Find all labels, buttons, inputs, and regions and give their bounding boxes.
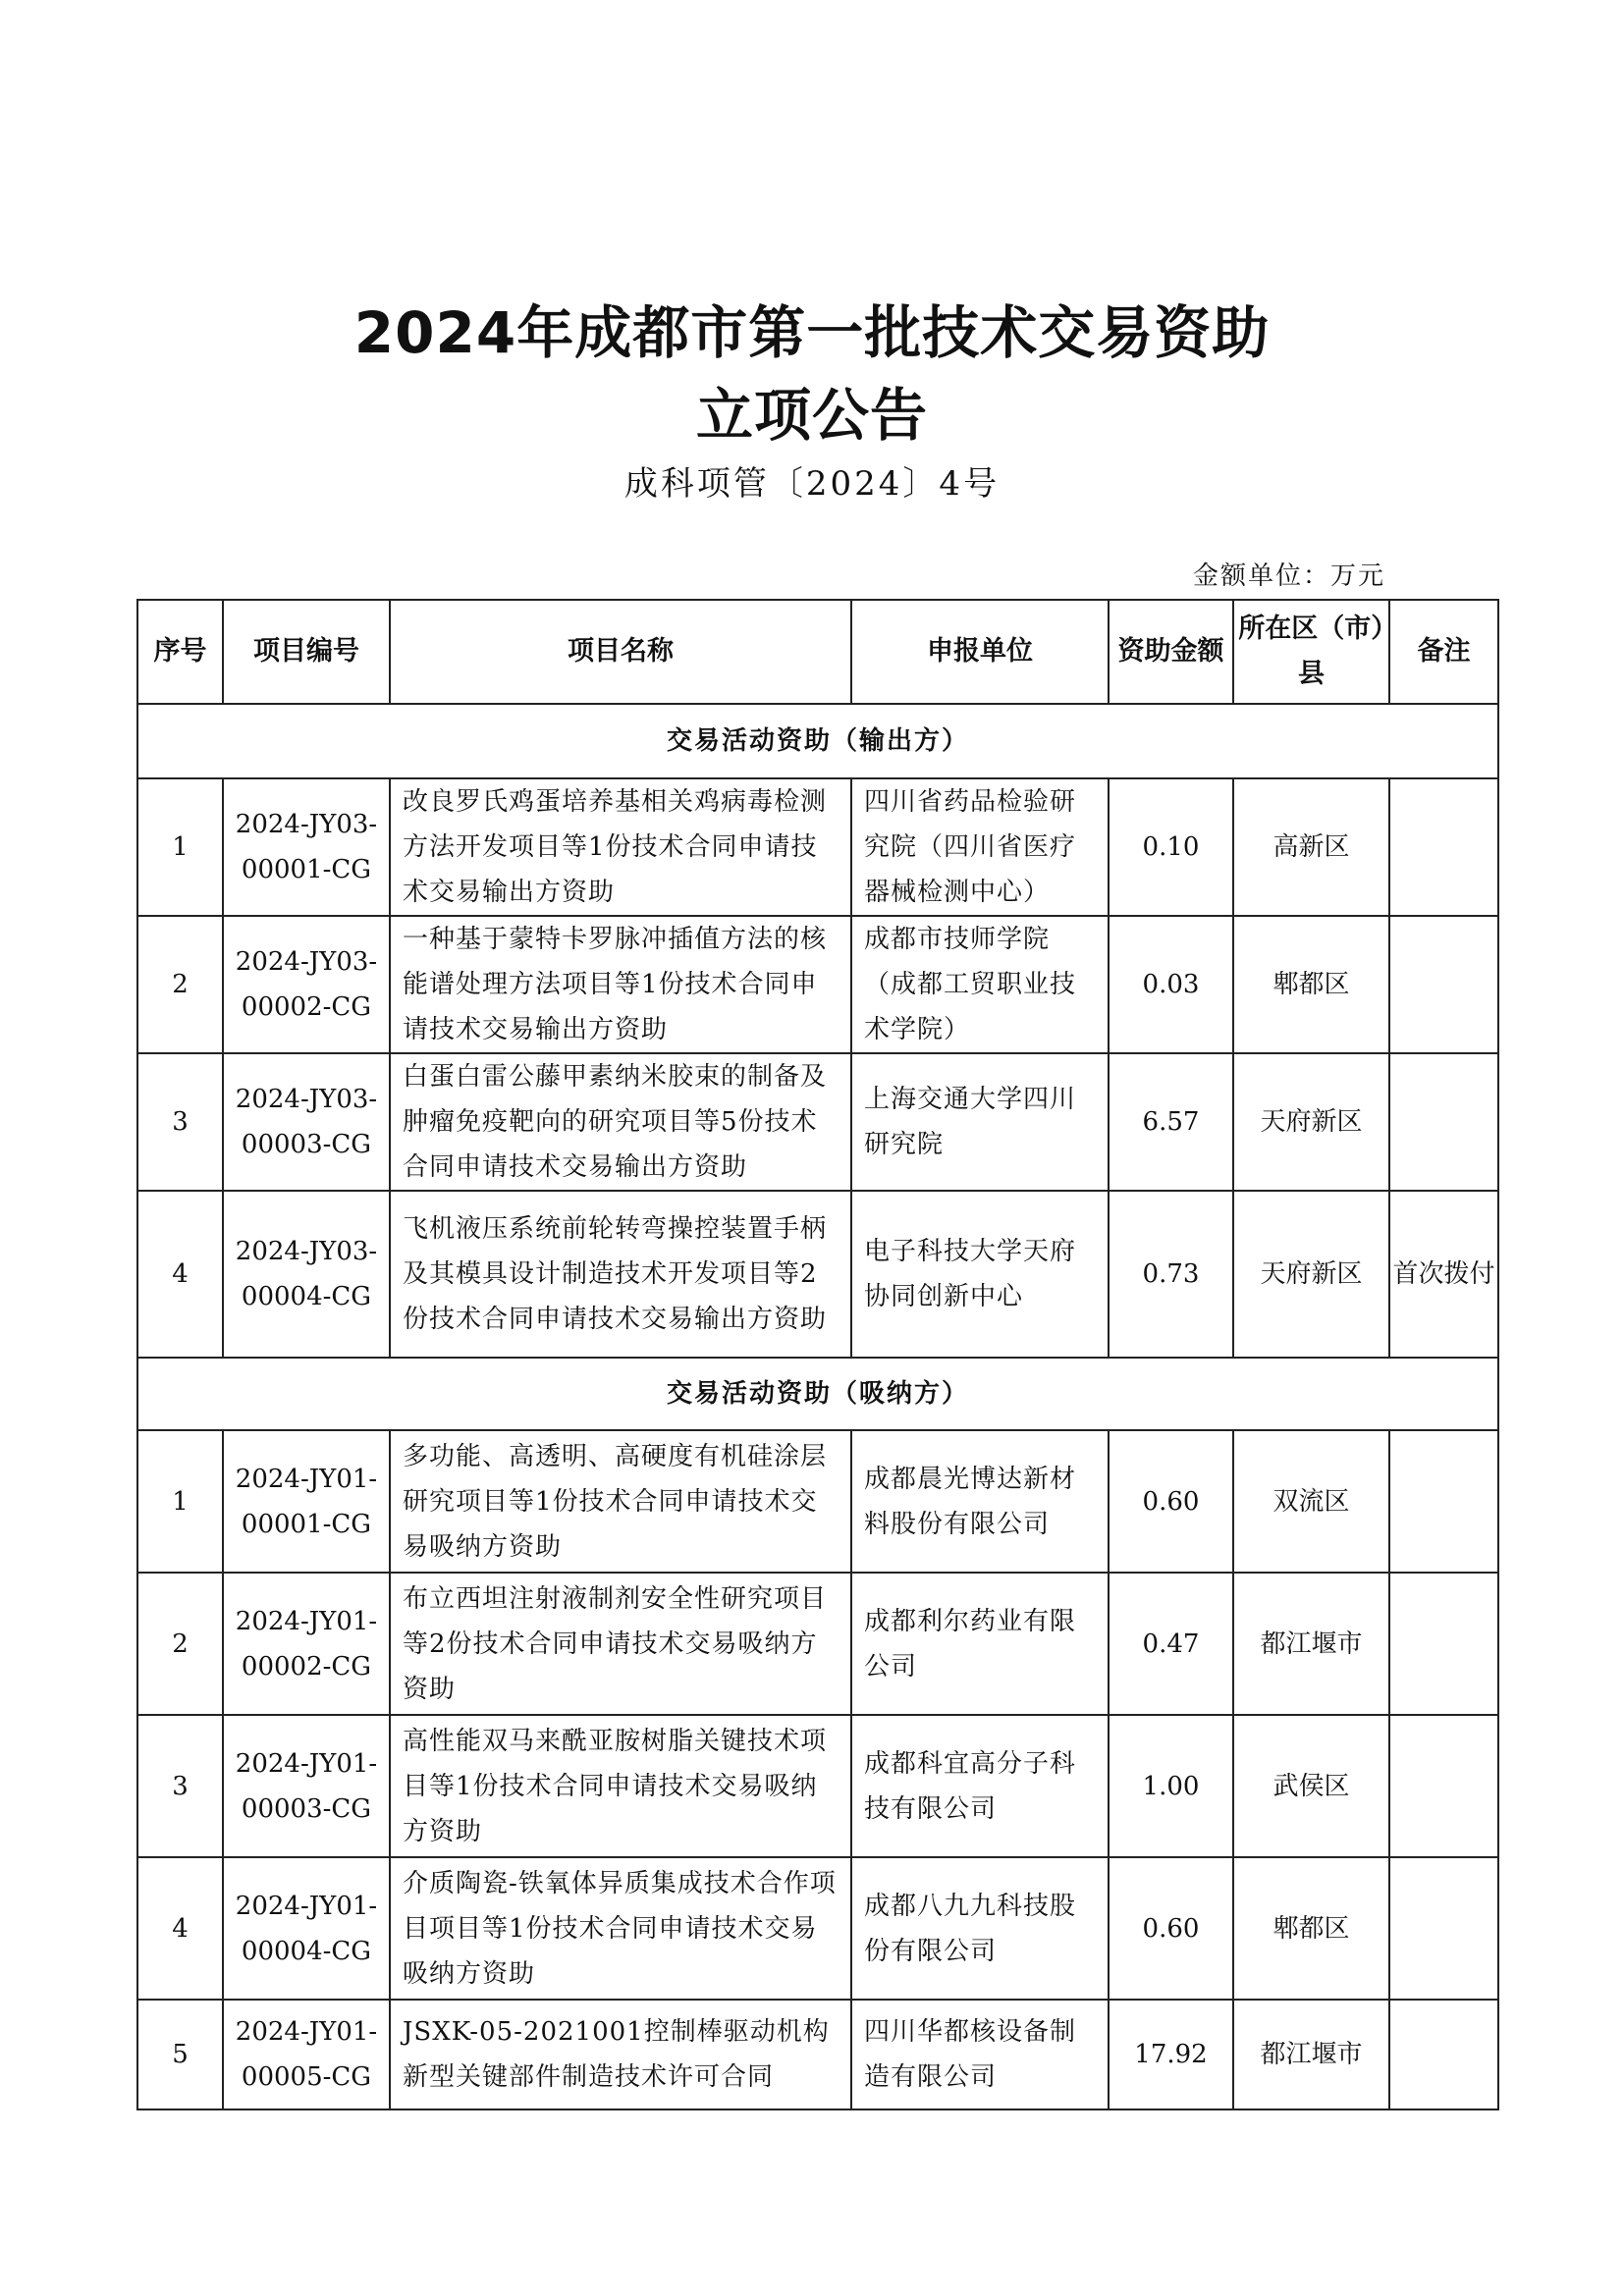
cell-note: 首次拨付 [1389,1191,1498,1358]
cell-org: 四川省药品检验研究院（四川省医疗器械检测中心） [851,778,1109,916]
cell-seq: 4 [137,1191,223,1358]
cell-org: 成都利尔药业有限公司 [851,1573,1109,1715]
cell-seq: 3 [137,1053,223,1191]
cell-seq: 4 [137,1857,223,2000]
section-row [137,704,1498,778]
cell-district: 郫都区 [1233,916,1389,1053]
amount-unit-note: 金额单位：万元 [1192,561,1385,591]
cell-seq: 1 [137,778,223,916]
cell-amount: 0.60 [1109,1857,1233,2000]
cell-code: 2024-JY03-00002-CG [223,916,390,1053]
cell-org: 成都科宜高分子科技有限公司 [851,1715,1109,1857]
cell-name: 飞机液压系统前轮转弯操控装置手柄及其模具设计制造技术开发项目等2份技术合同申请技术交易输出方资助 [390,1191,851,1358]
header-code: 项目编号 [223,600,390,704]
funding-table [136,599,1499,2110]
table-row [137,916,1498,1053]
cell-amount: 0.03 [1109,916,1233,1053]
cell-amount: 6.57 [1109,1053,1233,1191]
cell-district: 郫都区 [1233,1857,1389,2000]
cell-code: 2024-JY01-00003-CG [223,1715,390,1857]
cell-district: 都江堰市 [1233,1573,1389,1715]
table-row [137,1430,1498,1573]
cell-seq: 3 [137,1715,223,1857]
cell-district: 高新区 [1233,778,1389,916]
cell-org: 电子科技大学天府协同创新中心 [851,1191,1109,1358]
cell-amount: 0.60 [1109,1430,1233,1573]
cell-amount: 0.47 [1109,1573,1233,1715]
document-title-line1: 2024年成都市第一批技术交易资助 [353,299,1271,366]
cell-note [1389,778,1498,916]
cell-name: 白蛋白雷公藤甲素纳米胶束的制备及肿瘤免疫靶向的研究项目等5份技术合同申请技术交易输出方资助 [390,1053,851,1191]
cell-amount: 17.92 [1109,2000,1233,2109]
table-row [137,1715,1498,1857]
table-row [137,2000,1498,2109]
cell-amount: 1.00 [1109,1715,1233,1857]
cell-district: 都江堰市 [1233,2000,1389,2109]
cell-name: 布立西坦注射液制剂安全性研究项目等2份技术合同申请技术交易吸纳方资助 [390,1573,851,1715]
cell-org: 上海交通大学四川研究院 [851,1053,1109,1191]
section-row [137,1358,1498,1430]
cell-code: 2024-JY01-00001-CG [223,1430,390,1573]
header-amount: 资助金额 [1109,600,1233,704]
table-row [137,778,1498,916]
cell-district: 武侯区 [1233,1715,1389,1857]
cell-note [1389,1857,1498,2000]
cell-code: 2024-JY03-00003-CG [223,1053,390,1191]
table-row [137,1573,1498,1715]
cell-note [1389,1053,1498,1191]
cell-note [1389,1715,1498,1857]
table-header-row [137,600,1498,704]
header-org: 申报单位 [851,600,1109,704]
cell-seq: 2 [137,916,223,1053]
cell-seq: 2 [137,1573,223,1715]
cell-district: 双流区 [1233,1430,1389,1573]
section-title-input: 交易活动资助（吸纳方） [137,1358,1498,1430]
cell-code: 2024-JY01-00002-CG [223,1573,390,1715]
cell-org: 成都市技师学院（成都工贸职业技术学院） [851,916,1109,1053]
cell-code: 2024-JY01-00005-CG [223,2000,390,2109]
header-note: 备注 [1389,600,1498,704]
cell-org: 成都八九九科技股份有限公司 [851,1857,1109,2000]
table-row [137,1857,1498,2000]
cell-name: 介质陶瓷-铁氧体异质集成技术合作项目项目等1份技术合同申请技术交易吸纳方资助 [390,1857,851,2000]
table-row [137,1191,1498,1358]
cell-code: 2024-JY03-00001-CG [223,778,390,916]
cell-name: 高性能双马来酰亚胺树脂关键技术项目等1份技术合同申请技术交易吸纳方资助 [390,1715,851,1857]
cell-name: 一种基于蒙特卡罗脉冲插值方法的核能谱处理方法项目等1份技术合同申请技术交易输出方资助 [390,916,851,1053]
cell-amount: 0.10 [1109,778,1233,916]
cell-district: 天府新区 [1233,1191,1389,1358]
cell-note [1389,916,1498,1053]
document-number: 成科项管〔2024〕4号 [623,464,1001,504]
cell-district: 天府新区 [1233,1053,1389,1191]
cell-org: 四川华都核设备制造有限公司 [851,2000,1109,2109]
cell-code: 2024-JY01-00004-CG [223,1857,390,2000]
cell-seq: 5 [137,2000,223,2109]
cell-amount: 0.73 [1109,1191,1233,1358]
cell-name: JSXK-05-2021001控制棒驱动机构新型关键部件制造技术许可合同 [390,2000,851,2109]
header-name: 项目名称 [390,600,851,704]
cell-org: 成都晨光博达新材料股份有限公司 [851,1430,1109,1573]
cell-code: 2024-JY03-00004-CG [223,1191,390,1358]
cell-name: 多功能、高透明、高硬度有机硅涂层研究项目等1份技术合同申请技术交易吸纳方资助 [390,1430,851,1573]
header-seq: 序号 [137,600,223,704]
cell-note [1389,2000,1498,2109]
section-title-output: 交易活动资助（输出方） [137,704,1498,778]
cell-note [1389,1430,1498,1573]
cell-seq: 1 [137,1430,223,1573]
document-title-line2: 立项公告 [695,382,928,449]
header-district: 所在区（市）县 [1233,600,1389,704]
cell-note [1389,1573,1498,1715]
cell-name: 改良罗氏鸡蛋培养基相关鸡病毒检测方法开发项目等1份技术合同申请技术交易输出方资助 [390,778,851,916]
table-row [137,1053,1498,1191]
